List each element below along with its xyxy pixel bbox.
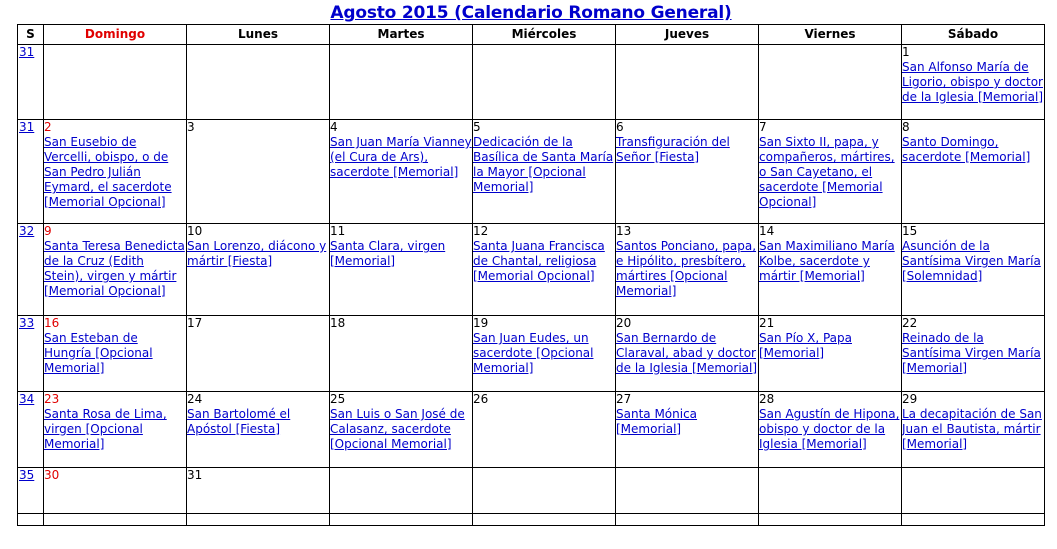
day-number: 28 <box>759 392 775 406</box>
day-cell-tuesday <box>330 316 473 392</box>
week-row <box>18 392 1045 468</box>
day-cell-friday <box>759 120 902 224</box>
day-cell-friday <box>759 316 902 392</box>
feast-link[interactable]: San Agustín de Hipona, obispo y doctor de la Iglesia [Memorial] <box>759 407 900 451</box>
week-row <box>18 468 1045 514</box>
empty-row <box>18 514 1045 526</box>
day-number: 4 <box>330 120 338 134</box>
feast-link[interactable]: Santa Juana Francisca de Chantal, religiosa [Memorial Opcional] <box>473 239 605 283</box>
feast-link[interactable]: San Eusebio de Vercelli, obispo, o de San Pedro Julián Eymard, el sacerdote [Memorial Opcional] <box>44 135 172 209</box>
feast-link[interactable]: Santa Clara, virgen [Memorial] <box>330 239 446 268</box>
day-cell-wednesday <box>473 120 616 224</box>
day-number: 27 <box>616 392 632 406</box>
week-number-link[interactable]: 34 <box>19 392 35 406</box>
feast-link[interactable]: Santa Mónica [Memorial] <box>616 407 698 436</box>
day-cell-saturday <box>902 392 1045 468</box>
day-number: 19 <box>473 316 489 330</box>
calendar-table <box>17 24 1045 526</box>
day-number: 13 <box>616 224 632 238</box>
day-cell-monday <box>187 224 330 316</box>
day-cell-monday <box>187 316 330 392</box>
day-cell-thursday <box>616 392 759 468</box>
day-number: 6 <box>616 120 624 134</box>
day-cell-saturday <box>902 468 1045 514</box>
feast-link[interactable]: San Juan Eudes, un sacerdote [Opcional Memorial] <box>473 331 594 375</box>
day-cell-saturday <box>902 224 1045 316</box>
day-number: 20 <box>616 316 632 330</box>
empty-cell <box>902 514 1045 526</box>
empty-cell <box>759 514 902 526</box>
feast-link[interactable]: San Esteban de Hungría [Opcional Memorial] <box>44 331 153 375</box>
week-number-link[interactable]: 33 <box>19 316 35 330</box>
day-cell-sunday <box>44 45 187 120</box>
week-number-link[interactable]: 35 <box>19 468 35 482</box>
day-number: 10 <box>187 224 203 238</box>
day-number: 14 <box>759 224 775 238</box>
day-cell-monday <box>187 45 330 120</box>
day-cell-friday <box>759 224 902 316</box>
header-row <box>18 25 1045 45</box>
feast-link[interactable]: Santa Teresa Benedicta de la Cruz (Edith Stein), virgen y mártir [Memorial Opcional] <box>44 239 185 298</box>
feast-link[interactable]: Santos Ponciano, papa, e Hipólito, presbítero, mártires [Opcional Memorial] <box>616 239 757 298</box>
header-monday: Lunes <box>187 25 330 45</box>
header-week: S <box>18 25 44 45</box>
day-number: 21 <box>759 316 775 330</box>
day-number: 11 <box>330 224 346 238</box>
empty-cell <box>616 514 759 526</box>
day-number: 26 <box>473 392 489 406</box>
feast-link[interactable]: San Luis o San José de Calasanz, sacerdote [Opcional Memorial] <box>330 407 465 451</box>
empty-cell <box>473 514 616 526</box>
feast-link[interactable]: San Juan María Vianney (el Cura de Ars), sacerdote [Memorial] <box>330 135 472 179</box>
day-cell-tuesday <box>330 224 473 316</box>
day-number: 2 <box>44 120 52 134</box>
day-cell-wednesday <box>473 468 616 514</box>
day-number: 1 <box>902 45 910 59</box>
day-cell-tuesday <box>330 468 473 514</box>
week-number-cell <box>18 392 44 468</box>
day-cell-friday <box>759 468 902 514</box>
day-cell-sunday <box>44 316 187 392</box>
day-number: 15 <box>902 224 918 238</box>
feast-link[interactable]: San Bartolomé el Apóstol [Fiesta] <box>187 407 291 436</box>
week-row <box>18 120 1045 224</box>
day-cell-sunday <box>44 468 187 514</box>
feast-link[interactable]: San Pío X, Papa [Memorial] <box>759 331 852 360</box>
week-number-link[interactable]: 32 <box>19 224 35 238</box>
week-row <box>18 45 1045 120</box>
day-cell-sunday <box>44 120 187 224</box>
week-number-cell <box>18 468 44 514</box>
day-cell-wednesday <box>473 224 616 316</box>
day-number: 18 <box>330 316 346 330</box>
header-wednesday: Miércoles <box>473 25 616 45</box>
day-cell-thursday <box>616 224 759 316</box>
day-cell-thursday <box>616 316 759 392</box>
day-cell-wednesday <box>473 392 616 468</box>
header-sunday: Domingo <box>44 25 187 45</box>
day-cell-sunday <box>44 224 187 316</box>
empty-cell <box>44 514 187 526</box>
day-number: 29 <box>902 392 918 406</box>
week-number-link[interactable]: 31 <box>19 120 35 134</box>
day-cell-monday <box>187 468 330 514</box>
day-cell-thursday <box>616 120 759 224</box>
title-container <box>0 3 1057 23</box>
week-row <box>18 224 1045 316</box>
day-cell-thursday <box>616 45 759 120</box>
empty-cell <box>330 514 473 526</box>
feast-link[interactable]: La decapitación de San Juan el Bautista, mártir [Memorial] <box>902 407 1042 451</box>
feast-link[interactable]: San Lorenzo, diácono y mártir [Fiesta] <box>187 239 327 268</box>
day-number: 17 <box>187 316 203 330</box>
week-number-cell <box>18 224 44 316</box>
day-number: 30 <box>44 468 60 482</box>
header-saturday: Sábado <box>902 25 1045 45</box>
day-number: 5 <box>473 120 481 134</box>
day-cell-tuesday <box>330 392 473 468</box>
day-cell-friday <box>759 392 902 468</box>
day-number: 25 <box>330 392 346 406</box>
day-cell-wednesday <box>473 45 616 120</box>
day-number: 7 <box>759 120 767 134</box>
empty-cell <box>187 514 330 526</box>
day-cell-sunday <box>44 392 187 468</box>
day-cell-saturday <box>902 120 1045 224</box>
day-cell-saturday <box>902 316 1045 392</box>
day-number: 8 <box>902 120 910 134</box>
day-number: 23 <box>44 392 60 406</box>
day-number: 22 <box>902 316 918 330</box>
day-cell-thursday <box>616 468 759 514</box>
day-cell-tuesday <box>330 45 473 120</box>
header-tuesday: Martes <box>330 25 473 45</box>
calendar-title-link[interactable]: Agosto 2015 (Calendario Romano General) <box>330 3 732 23</box>
week-number-link[interactable]: 31 <box>19 45 35 59</box>
header-friday: Viernes <box>759 25 902 45</box>
day-cell-wednesday <box>473 316 616 392</box>
day-cell-monday <box>187 120 330 224</box>
week-number-cell <box>18 316 44 392</box>
day-number: 3 <box>187 120 195 134</box>
feast-link[interactable]: San Sixto II, papa, y compañeros, mártires, o San Cayetano, el sacerdote [Memorial Opcional] <box>759 135 895 209</box>
day-number: 9 <box>44 224 52 238</box>
feast-link[interactable]: San Bernardo de Claraval, abad y doctor de la Iglesia [Memorial] <box>616 331 758 375</box>
day-number: 31 <box>187 468 203 482</box>
week-number-cell <box>18 120 44 224</box>
feast-link[interactable]: Reinado de la Santísima Virgen María [Memorial] <box>902 331 1041 375</box>
empty-cell <box>18 514 44 526</box>
feast-link[interactable]: San Alfonso María de Ligorio, obispo y doctor de la Iglesia [Memorial] <box>902 60 1044 104</box>
day-number: 16 <box>44 316 60 330</box>
header-thursday: Jueves <box>616 25 759 45</box>
week-row <box>18 316 1045 392</box>
feast-link[interactable]: Santa Rosa de Lima, virgen [Opcional Memorial] <box>44 407 167 451</box>
day-number: 12 <box>473 224 489 238</box>
feast-link[interactable]: San Maximiliano María Kolbe, sacerdote y mártir [Memorial] <box>759 239 895 283</box>
day-cell-monday <box>187 392 330 468</box>
feast-link[interactable]: Transfiguración del Señor [Fiesta] <box>616 135 730 164</box>
week-number-cell <box>18 45 44 120</box>
feast-link[interactable]: Asunción de la Santísima Virgen María [Solemnidad] <box>902 239 1041 283</box>
feast-link[interactable]: Dedicación de la Basílica de Santa María la Mayor [Opcional Memorial] <box>473 135 614 194</box>
feast-link[interactable]: Santo Domingo, sacerdote [Memorial] <box>902 135 1031 164</box>
day-cell-friday <box>759 45 902 120</box>
day-cell-tuesday <box>330 120 473 224</box>
day-number: 24 <box>187 392 203 406</box>
day-cell-saturday <box>902 45 1045 120</box>
